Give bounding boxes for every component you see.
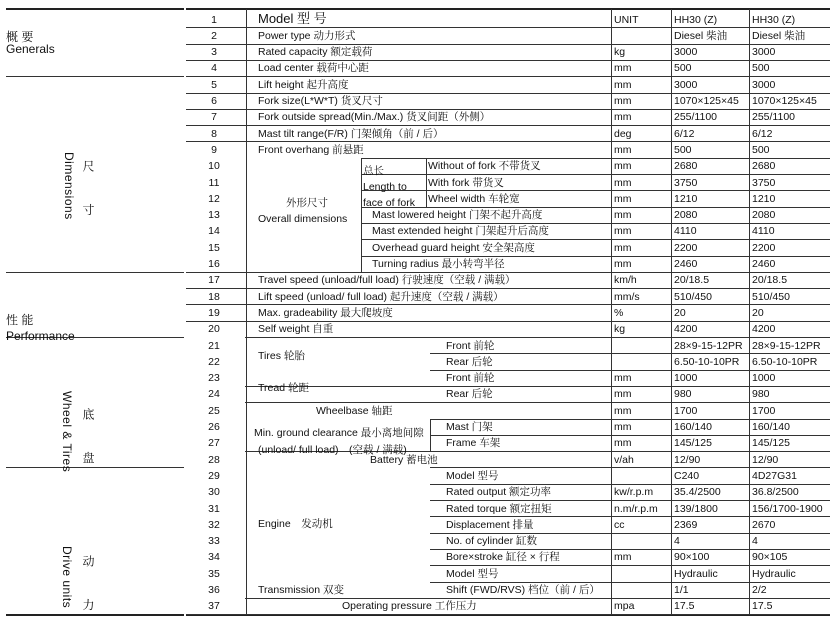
row-line [186,27,830,28]
row-number: 12 [208,192,220,205]
row-number: 13 [208,209,220,222]
row-unit: mm [614,95,632,107]
row-value-a: 139/1800 [674,502,718,515]
row-value-b: 2080 [752,209,776,222]
category-generals-en: Generals [6,42,55,56]
row-value-b: 2670 [752,518,776,531]
row-line [430,549,830,550]
row-value-b: 3750 [752,176,776,189]
row-number: 27 [208,437,220,450]
category-generals-cn: 概 要 [6,30,34,44]
row-value-b: Diesel 柴油 [752,29,806,42]
row-number: 15 [208,241,220,254]
row-label: Model 型号 [446,469,499,482]
row-label: Fork outside spread(Min./Max.) 货叉间距（外侧） [258,111,491,124]
row-number: 17 [208,274,220,287]
row-line [430,353,830,354]
row-line [430,565,830,566]
row-number: 23 [208,372,220,385]
col-divider-b [749,9,750,614]
row-line [430,419,830,420]
row-value-b: 6.50-10-10PR [752,355,818,368]
row-value-a: 90×100 [674,551,710,564]
row-unit: mm [614,209,632,222]
row-unit: mm [614,111,632,124]
row-unit: n.m/r.p.m [614,502,658,515]
ground-clearance-label: Min. ground clearance 最小离地间隙 [254,427,424,439]
row-label: With fork 带货叉 [428,176,504,189]
row-unit: mm [614,388,632,401]
row-label: Rear 后轮 [446,355,493,368]
row-number: 16 [208,258,220,270]
row-number: 25 [208,404,220,417]
row-value-b: 980 [752,388,770,401]
row-value-a: 2080 [674,209,698,222]
row-label: Bore×stroke 缸径 × 行程 [446,551,560,564]
row-number: 19 [208,306,220,319]
row-number: 33 [208,535,220,548]
row-number: 10 [208,160,220,173]
row-value-a: 2680 [674,160,698,173]
row-value-a: 28×9-15-12PR [674,339,743,352]
row-line [430,370,830,371]
transmission-label: Transmission 双变 [258,584,344,596]
row-number: 7 [211,111,217,124]
row-label: Displacement 排量 [446,518,534,531]
row-label: Front 前轮 [446,339,495,352]
row-number: 37 [208,600,220,613]
row-line [186,44,830,45]
row-value-a: 3000 [674,78,698,91]
row-value-b: 28×9-15-12PR [752,339,821,352]
row-value-a: 4 [674,535,680,548]
row-number: 8 [211,127,217,140]
row-number: 1 [211,13,217,26]
row-value-a: 4200 [674,323,698,336]
row-value-b: 500 [752,143,770,156]
row-value-b: 2460 [752,258,776,270]
row-value-b: 4D27G31 [752,469,797,482]
row-unit: mm [614,192,632,205]
row-number: 4 [211,62,217,75]
row-value-a: 2460 [674,258,698,270]
row-line [430,484,830,485]
row-unit: mm [614,258,632,270]
row-label: Load center 载荷中心距 [258,62,369,75]
row-label: Rated capacity 额定载荷 [258,46,373,59]
row-value-b: 12/90 [752,453,779,466]
row-label: Turning radius 最小转弯半径 [372,258,505,270]
col-divider-a [671,9,672,614]
row-value-a: 3750 [674,176,698,189]
row-line [186,141,830,142]
row-value-a: 12/90 [674,453,701,466]
row-number: 6 [211,95,217,107]
row-value-a: 500 [674,62,692,75]
row-label: Max. gradeability 最大爬坡度 [258,306,393,319]
row-label: Rated output 额定功率 [446,486,552,499]
row-line [430,500,830,501]
row-line [245,598,830,599]
row-value-a: Diesel 柴油 [674,29,728,42]
row-value-b: Hydraulic [752,567,796,580]
row-value-b: 36.8/2500 [752,486,799,499]
row-label: Mast lowered height 门架不起升高度 [372,209,543,222]
category-wheel-en: Wheel & Tires [60,391,74,473]
row-unit: kg [614,323,626,336]
row-value-a: 1000 [674,372,698,385]
row-unit: deg [614,127,632,140]
row-label: Rated torque 额定扭矩 [446,502,552,515]
row-value-a: 980 [674,388,692,401]
row-label: Frame 车架 [446,437,501,450]
row-unit: % [614,306,624,319]
row-number: 2 [211,29,217,42]
row-line [186,109,830,110]
row-number: 36 [208,584,220,596]
row-unit: km/h [614,274,637,287]
row-label: Front overhang 前悬距 [258,143,364,156]
row-unit: mm [614,404,632,417]
row-unit: mm [614,437,632,450]
row-line [186,614,830,615]
row-label: Without of fork 不带货叉 [428,160,541,173]
row-value-b: 3000 [752,78,776,91]
group-divider-length [426,158,427,207]
row-unit: cc [614,518,625,531]
ground-clearance-sub: (unload/ full load) (空载 / 满载) [258,444,407,456]
row-unit: mm [614,62,632,75]
row-number: 20 [208,323,220,336]
row-number: 22 [208,355,220,368]
row-value-a: 1210 [674,192,698,205]
row-number: 30 [208,486,220,499]
row-unit: kw/r.p.m [614,486,654,499]
row-value-a: 17.5 [674,600,695,613]
category-divider-generals [6,76,184,77]
category-performance-en: Performance [6,329,75,343]
engine-label: Engine 发动机 [258,518,333,530]
row-value-b: 510/450 [752,290,790,303]
row-number: 21 [208,339,220,352]
row-value-a: 1070×125×45 [674,95,739,107]
row-value-a: 510/450 [674,290,712,303]
row-number: 26 [208,421,220,433]
category-wheel-cn: 底 盘 [81,408,95,478]
row-value-a: 3000 [674,46,698,59]
row-value-a: 6/12 [674,127,695,140]
row-value-b: 1070×125×45 [752,95,817,107]
row-value-b: 255/1100 [752,111,796,124]
row-line [430,582,830,583]
row-unit: mm [614,160,632,173]
row-number: 3 [211,46,217,59]
row-value-a: 160/140 [674,421,712,433]
col-divider-unit [611,9,612,614]
row-number: 24 [208,388,220,401]
row-value-b: 1000 [752,372,776,385]
row-number: 9 [211,143,217,156]
row-line [430,435,830,436]
row-value-b: 4 [752,535,758,548]
face-of-fork-label: face of fork [363,197,415,209]
row-line [245,337,830,338]
row-line [361,207,830,208]
category-drive-en: Drive units [60,546,74,609]
row-value-a: C240 [674,469,700,482]
row-value-b: 1700 [752,404,776,417]
row-line [186,93,830,94]
row-unit: mm [614,225,632,238]
row-label: Rear 后轮 [446,388,493,401]
model-label: Model 型 号 [258,10,327,26]
row-value-b: 160/140 [752,421,790,433]
row-value-a: 6.50-10-10PR [674,355,740,368]
category-performance-cn: 性 能 [6,313,34,327]
row-line [245,386,830,387]
row-label: Battery 蓄电池 [370,453,438,466]
category-dimensions-en: Dimensions [62,152,76,220]
row-label: Self weight 自重 [258,323,334,336]
row-line [186,304,830,305]
row-value-b: 4200 [752,323,776,336]
row-unit: mm/s [614,290,640,303]
row-line [430,516,830,517]
row-number: 29 [208,469,220,482]
row-value-a: 20 [674,306,686,319]
row-line [430,467,830,468]
row-line [361,190,830,191]
row-value-b: 2200 [752,241,776,254]
row-label: Lift height 起升高度 [258,78,349,91]
row-unit: v/ah [614,453,634,466]
row-value-a: 2369 [674,518,698,531]
row-label: Mast extended height 门架起升后高度 [372,225,549,238]
row-line [186,76,830,77]
category-drive-cn: 动 力 [81,555,95,625]
row-line [186,321,830,322]
row-unit: mm [614,421,632,433]
overall-dimensions-en: Overall dimensions [258,213,348,225]
row-value-a: 255/1100 [674,111,718,124]
tires-label: Tires 轮胎 [258,350,305,362]
row-value-a: 20/18.5 [674,274,710,287]
row-line [186,60,830,61]
row-value-a: 145/125 [674,437,712,450]
row-value-b: 17.5 [752,600,773,613]
model-a: HH30 (Z) [674,13,718,26]
row-unit: kg [614,46,626,59]
row-line [186,272,830,273]
top-rule-right [186,8,830,10]
row-unit: mpa [614,600,635,613]
model-b: HH30 (Z) [752,13,796,26]
row-number: 5 [211,78,217,91]
row-unit: mm [614,143,632,156]
row-label: Operating pressure 工作压力 [342,600,477,613]
row-line [186,125,830,126]
col-divider-num [246,9,247,614]
row-number: 35 [208,567,220,580]
row-label: No. of cylinder 缸数 [446,535,538,548]
category-divider-dimensions [6,272,184,273]
row-label: Wheel width 车轮宽 [428,192,520,205]
row-line [361,174,830,175]
row-number: 32 [208,518,220,531]
row-line [186,288,830,289]
total-length-label: 总长 [363,165,384,177]
row-line [361,239,830,240]
overall-dimensions-cn: 外形尺寸 [286,197,328,209]
row-label: Power type 动力形式 [258,29,356,42]
row-value-a: 2200 [674,241,698,254]
tread-label: Tread 轮距 [258,382,309,394]
row-value-b: 145/125 [752,437,790,450]
length-to-label: Length to [363,181,407,193]
unit-header: UNIT [614,13,639,26]
row-value-b: 6/12 [752,127,773,140]
row-label: Mast tilt range(F/R) 门架倾角（前 / 后） [258,127,444,140]
row-unit: mm [614,551,632,564]
row-value-a: 500 [674,143,692,156]
row-number: 31 [208,502,220,515]
row-value-a: 1/1 [674,584,689,596]
row-unit: mm [614,176,632,189]
row-line [361,223,830,224]
row-number: 18 [208,290,220,303]
row-label: Overhead guard height 安全架高度 [372,241,535,254]
row-line [361,158,830,159]
row-unit: mm [614,78,632,91]
row-label: Wheelbase 轴距 [316,404,393,417]
top-rule-left [6,8,184,10]
row-line [361,256,830,257]
row-label: Shift (FWD/RVS) 档位（前 / 后） [446,584,600,596]
row-value-b: 20 [752,306,764,319]
row-value-b: 20/18.5 [752,274,788,287]
row-label: Mast 门架 [446,421,493,433]
row-value-a: Hydraulic [674,567,718,580]
row-value-a: 35.4/2500 [674,486,721,499]
row-value-b: 156/1700-1900 [752,502,823,515]
row-value-b: 90×105 [752,551,788,564]
row-value-a: 1700 [674,404,698,417]
row-number: 14 [208,225,220,238]
row-unit: mm [614,241,632,254]
row-label: Travel speed (unload/full load) 行驶速度（空载 / 满载） [258,274,516,287]
row-unit: mm [614,372,632,385]
category-dimensions-cn: 尺 寸 [81,160,95,230]
row-value-b: 2/2 [752,584,767,596]
row-label: Lift speed (unload/ full load) 起升速度（空载 / 满载） [258,290,504,303]
row-line [430,533,830,534]
row-number: 34 [208,551,220,564]
row-value-b: 1210 [752,192,776,205]
row-value-b: 4110 [752,225,775,238]
row-value-a: 4110 [674,225,697,238]
row-value-b: 3000 [752,46,776,59]
row-number: 28 [208,453,220,466]
row-value-b: 2680 [752,160,776,173]
row-line [245,402,830,403]
row-value-b: 500 [752,62,770,75]
row-number: 11 [208,176,220,189]
row-label: Fork size(L*W*T) 货叉尺寸 [258,95,383,107]
row-label: Model 型号 [446,567,499,580]
row-label: Front 前轮 [446,372,495,385]
